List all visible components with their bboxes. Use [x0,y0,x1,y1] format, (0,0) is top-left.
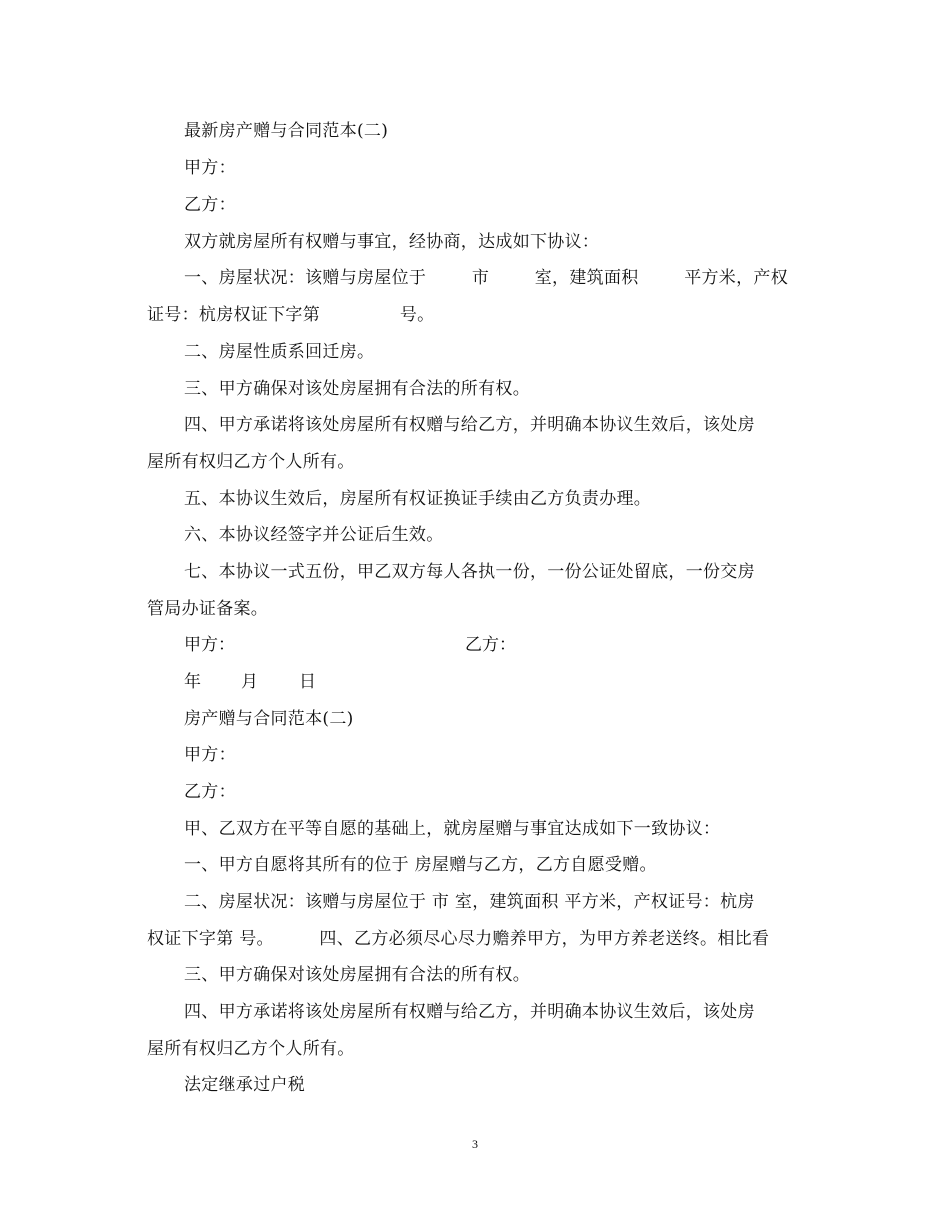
second-title: 房产赠与合同范本(二) [184,709,354,729]
second-clause-4-line-2: 屋所有权归乙方个人所有。 [147,1039,355,1059]
clause-1-line-2: 证号：杭房权证下字第 号。 [147,305,435,325]
second-clause-2-line-1: 二、房屋状况：该赠与房屋位于 市 室，建筑面积 平方米，产权证号：杭房 [184,892,755,912]
page-number: 3 [472,1137,478,1151]
clause-4-line-2: 屋所有权归乙方个人所有。 [147,452,355,472]
clause-4-line-1: 四、甲方承诺将该处房屋所有权赠与给乙方，并明确本协议生效后，该处房 [184,415,755,435]
party-b-label: 乙方： [184,195,236,215]
clause-1-line-1: 一、房屋状况：该赠与房屋位于 市 室，建筑面积 平方米，产权 [184,268,788,288]
date-day: 日 [299,672,316,692]
clause-5: 五、本协议生效后，房屋所有权证换证手续由乙方负责办理。 [184,489,652,509]
second-intro: 甲、乙双方在平等自愿的基础上，就房屋赠与事宜达成如下一致协议： [184,819,721,839]
clause-3: 三、甲方确保对该处房屋拥有合法的所有权。 [184,379,530,399]
clause-6: 六、本协议经签字并公证后生效。 [184,525,444,545]
second-party-b-label: 乙方： [184,782,236,802]
date-month: 月 [241,672,258,692]
clause-7-line-2: 管局办证备案。 [147,599,269,619]
date-year: 年 [184,672,201,692]
intro-paragraph: 双方就房屋所有权赠与事宜，经协商，达成如下协议： [184,232,600,252]
document-title: 最新房产赠与合同范本(二) [184,121,389,141]
second-clause-3: 三、甲方确保对该处房屋拥有合法的所有权。 [184,965,530,985]
clause-7-line-1: 七、本协议一式五份，甲乙双方每人各执一份，一份公证处留底，一份交房 [184,562,755,582]
second-party-a-label: 甲方： [184,745,236,765]
signature-party-b: 乙方： [465,635,516,655]
party-a-label: 甲方： [184,158,236,178]
clause-2: 二、房屋性质系回迁房。 [184,342,375,362]
second-clause-2-line-2: 权证下字第 号。 四、乙方必须尽心尽力赡养甲方，为甲方养老送终。相比看 [147,929,770,949]
inheritance-tax-heading: 法定继承过户税 [184,1075,306,1095]
signature-party-a: 甲方： [184,635,235,655]
second-clause-1: 一、甲方自愿将其所有的位于 房屋赠与乙方，乙方自愿受赠。 [184,855,657,875]
second-clause-4-line-1: 四、甲方承诺将该处房屋所有权赠与给乙方，并明确本协议生效后，该处房 [184,1002,755,1022]
